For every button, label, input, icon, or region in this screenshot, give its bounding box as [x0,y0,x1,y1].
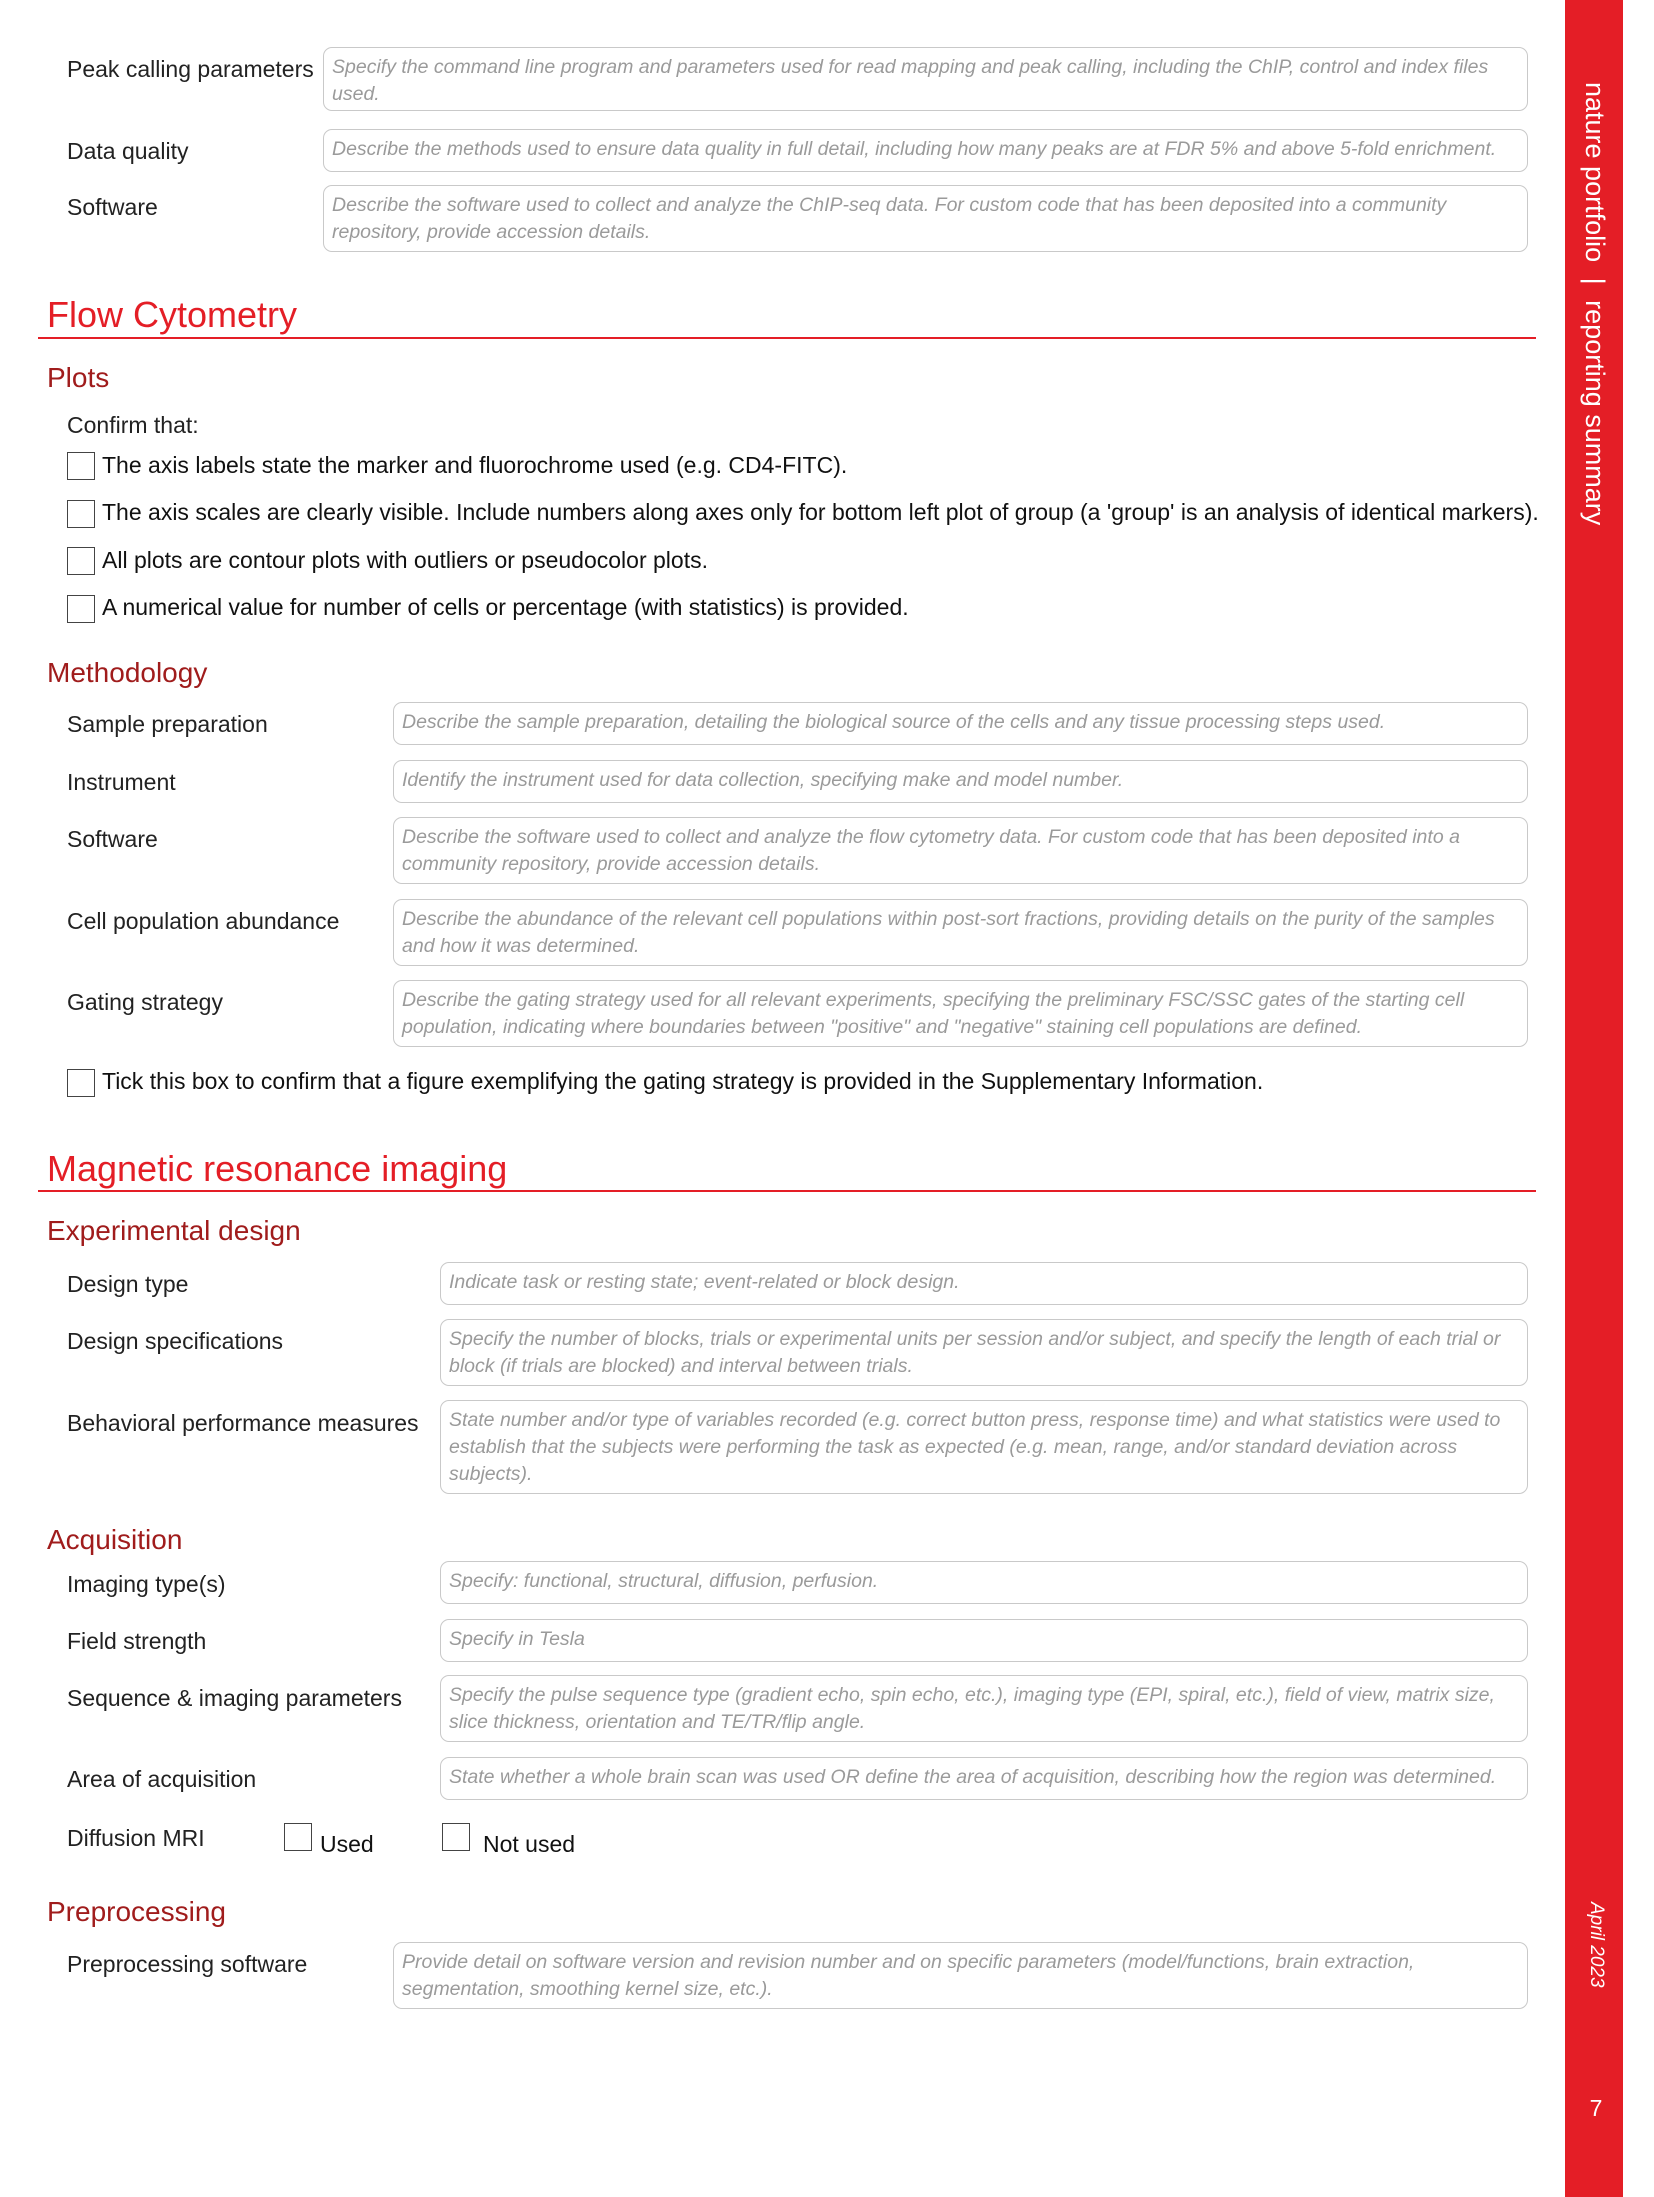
diffusion-used-checkbox[interactable] [284,1823,312,1851]
behavioral-performance-label: Behavioral performance measures [67,1410,419,1436]
design-specifications-label: Design specifications [67,1328,284,1354]
plot-item-axis-labels: The axis labels state the marker and fluorochrome used (e.g. CD4-FITC). [102,452,848,478]
mri-rule [38,1190,1536,1192]
sidebar-brand-line [1580,82,1610,525]
chipseq-software-label: Software [67,194,158,220]
plot-item-axis-scales: The axis scales are clearly visible. Include numbers along axes only for bottom left plot of group (a 'group' is an analysis of identical markers). [102,499,1539,525]
preprocessing-software-field[interactable]: Provide detail on software version and revision number and on specific parameters (model/functions, brain extraction, segmentation, smoothing kernel size, etc.). [393,1942,1528,2009]
sequence-parameters-field[interactable]: Specify the pulse sequence type (gradient echo, spin echo, etc.), imaging type (EPI, spiral, etc.), field of view, matrix size, slice thickness, orientation and TE/TR/flip angle. [440,1675,1528,1742]
flow-software-label: Software [67,826,158,852]
methodology-heading: Methodology [47,657,208,688]
imaging-type-field[interactable]: Specify: functional, structural, diffusion, perfusion. [440,1561,1528,1604]
cell-population-abundance-label: Cell population abundance [67,908,340,934]
sidebar-separator: | [1580,277,1610,285]
area-of-acquisition-label: Area of acquisition [67,1766,257,1792]
confirm-that-label: Confirm that: [67,412,199,438]
design-type-field[interactable]: Indicate task or resting state; event-related or block design. [440,1262,1528,1305]
data-quality-label: Data quality [67,138,189,164]
diffusion-not-used-checkbox[interactable] [442,1823,470,1851]
plot-item-contour-plots: All plots are contour plots with outliers or pseudocolor plots. [102,547,708,573]
gating-figure-checkbox[interactable] [67,1069,95,1097]
diffusion-used-label: Used [320,1831,374,1857]
diffusion-mri-label: Diffusion MRI [67,1825,205,1851]
mri-heading: Magnetic resonance imaging [47,1148,508,1189]
plots-heading: Plots [47,362,110,393]
flow-cytometry-heading: Flow Cytometry [47,294,298,335]
gating-strategy-field[interactable]: Describe the gating strategy used for all relevant experiments, specifying the preliminary FSC/SSC gates of the starting cell population, indicating where boundaries between "positive" and "negative" staining cell populations are defined. [393,980,1528,1047]
sequence-parameters-label: Sequence & imaging parameters [67,1685,402,1711]
instrument-field[interactable]: Identify the instrument used for data collection, specifying make and model number. [393,760,1528,803]
preprocessing-heading: Preprocessing [47,1896,226,1927]
gating-figure-confirm-text: Tick this box to confirm that a figure exemplifying the gating strategy is provided in the Supplementary Information. [102,1068,1264,1094]
flow-software-field[interactable]: Describe the software used to collect and analyze the flow cytometry data. For custom code that has been deposited into a community repository, provide accession details. [393,817,1528,884]
plot-checkbox-axis-scales[interactable] [67,500,95,528]
area-of-acquisition-field[interactable]: State whether a whole brain scan was used OR define the area of acquisition, describing how the region was determined. [440,1757,1528,1800]
page-number: 7 [1589,2095,1603,2121]
sample-preparation-field[interactable]: Describe the sample preparation, detailing the biological source of the cells and any tissue processing steps used. [393,702,1528,745]
diffusion-not-used-label: Not used [483,1831,576,1857]
peak-calling-field[interactable]: Specify the command line program and parameters used for read mapping and peak calling, including the ChIP, control and index files used. [323,47,1528,111]
plot-checkbox-contour-plots[interactable] [67,547,95,575]
experimental-design-heading: Experimental design [47,1215,301,1246]
imaging-type-label: Imaging type(s) [67,1571,226,1597]
flow-cytometry-rule [38,337,1536,339]
plot-checkbox-numerical-value[interactable] [67,595,95,623]
plot-item-numerical-value: A numerical value for number of cells or percentage (with statistics) is provided. [102,594,909,620]
field-strength-label: Field strength [67,1628,207,1654]
sidebar-brand: nature portfolio [1580,82,1610,263]
instrument-label: Instrument [67,769,176,795]
chipseq-software-field[interactable]: Describe the software used to collect and analyze the ChIP-seq data. For custom code that has been deposited into a community repository, provide accession details. [323,185,1528,252]
sidebar-date: April 2023 [1586,1902,1607,1988]
cell-population-abundance-field[interactable]: Describe the abundance of the relevant cell populations within post-sort fractions, providing details on the purity of the samples and how it was determined. [393,899,1528,966]
field-strength-field[interactable]: Specify in Tesla [440,1619,1528,1662]
design-specifications-field[interactable]: Specify the number of blocks, trials or experimental units per session and/or subject, and specify the length of each trial or block (if trials are blocked) and interval between trials. [440,1319,1528,1386]
preprocessing-software-label: Preprocessing software [67,1951,308,1977]
acquisition-heading: Acquisition [47,1524,183,1555]
sidebar-doc-name: reporting summary [1580,300,1610,526]
sample-preparation-label: Sample preparation [67,711,268,737]
behavioral-performance-field[interactable]: State number and/or type of variables recorded (e.g. correct button press, response time) and what statistics were used to establish that the subjects were performing the task as expected (e.g. mean, range, and/or standard deviation across subjects). [440,1400,1528,1494]
peak-calling-label: Peak calling parameters [67,56,314,82]
plot-checkbox-axis-labels[interactable] [67,452,95,480]
data-quality-field[interactable]: Describe the methods used to ensure data quality in full detail, including how many peaks are at FDR 5% and above 5-fold enrichment. [323,129,1528,172]
gating-strategy-label: Gating strategy [67,989,223,1015]
design-type-label: Design type [67,1271,189,1297]
